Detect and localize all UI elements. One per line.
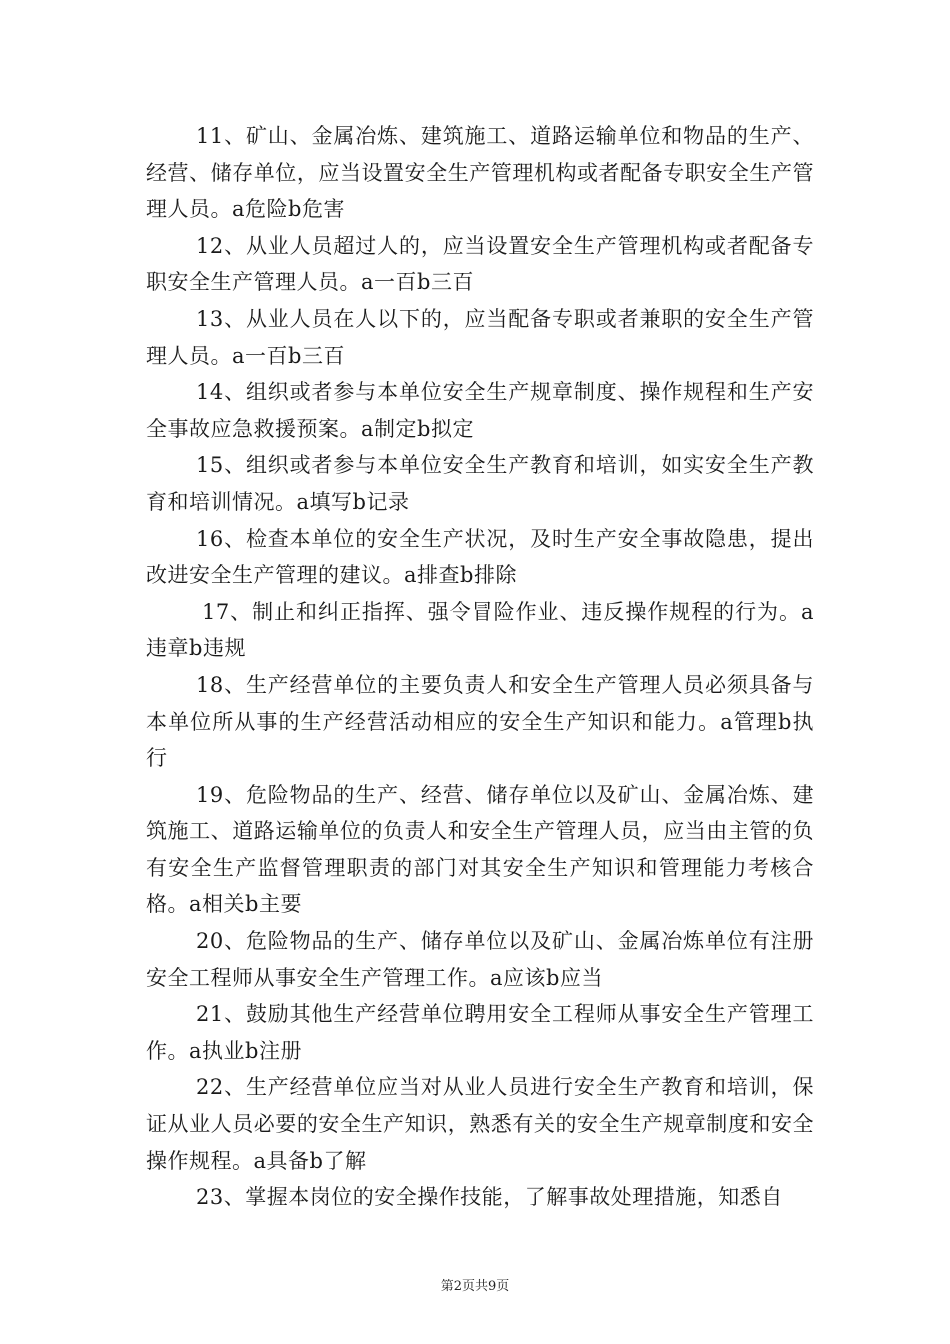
paragraph-16: 16、检查本单位的安全生产状况，及时生产安全事故隐患，提出改进安全生产管理的建议。a排查b排除	[146, 526, 814, 588]
paragraph-17: 17、制止和纠正指挥、强令冒险作业、违反操作规程的行为。a违章b违规	[146, 599, 814, 661]
paragraph-14: 14、组织或者参与本单位安全生产规章制度、操作规程和生产安全事故应急救援预案。a制定b拟定	[146, 380, 814, 441]
page-footer	[0, 1275, 950, 1294]
paragraph-21: 21、鼓励其他生产经营单位聘用安全工程师从事安全生产管理工作。a执业b注册	[146, 1002, 814, 1063]
paragraph-13: 13、从业人员在人以下的，应当配备专职或者兼职的安全生产管理人员。a一百b三百	[146, 306, 814, 368]
paragraph-20: 20、危险物品的生产、储存单位以及矿山、金属冶炼单位有注册安全工程师从事安全生产管理工作。a应该b应当	[146, 929, 814, 990]
paragraph-12: 12、从业人员超过人的，应当设置安全生产管理机构或者配备专职安全生产管理人员。a一百b三百	[146, 233, 814, 295]
paragraph-19: 19、危险物品的生产、经营、储存单位以及矿山、金属冶炼、建筑施工、道路运输单位的负责人和安全生产管理人员，应当由主管的负有安全生产监督管理职责的部门对其安全生产知识和管理能力考核合格。a相关b主要	[146, 782, 814, 917]
paragraph-22: 22、生产经营单位应当对从业人员进行安全生产教育和培训，保证从业人员必要的安全生产知识，熟悉有关的安全生产规章制度和安全操作规程。a具备b了解	[146, 1075, 814, 1173]
paragraph-11: 11、矿山、金属冶炼、建筑施工、道路运输单位和物品的生产、经营、储存单位，应当设置安全生产管理机构或者配备专职安全生产管理人员。a危险b危害	[146, 124, 814, 222]
paragraph-23: 23、掌握本岗位的安全操作技能，了解事故处理措施，知悉自	[196, 1185, 783, 1210]
paragraph-15: 15、组织或者参与本单位安全生产教育和培训，如实安全生产教育和培训情况。a填写b记录	[146, 453, 814, 514]
page-number: 第2页共9页	[440, 1279, 510, 1294]
paragraph-18: 18、生产经营单位的主要负责人和安全生产管理人员必须具备与本单位所从事的生产经营活动相应的安全生产知识和能力。a管理b执行	[146, 672, 814, 771]
document-body	[146, 118, 814, 1216]
